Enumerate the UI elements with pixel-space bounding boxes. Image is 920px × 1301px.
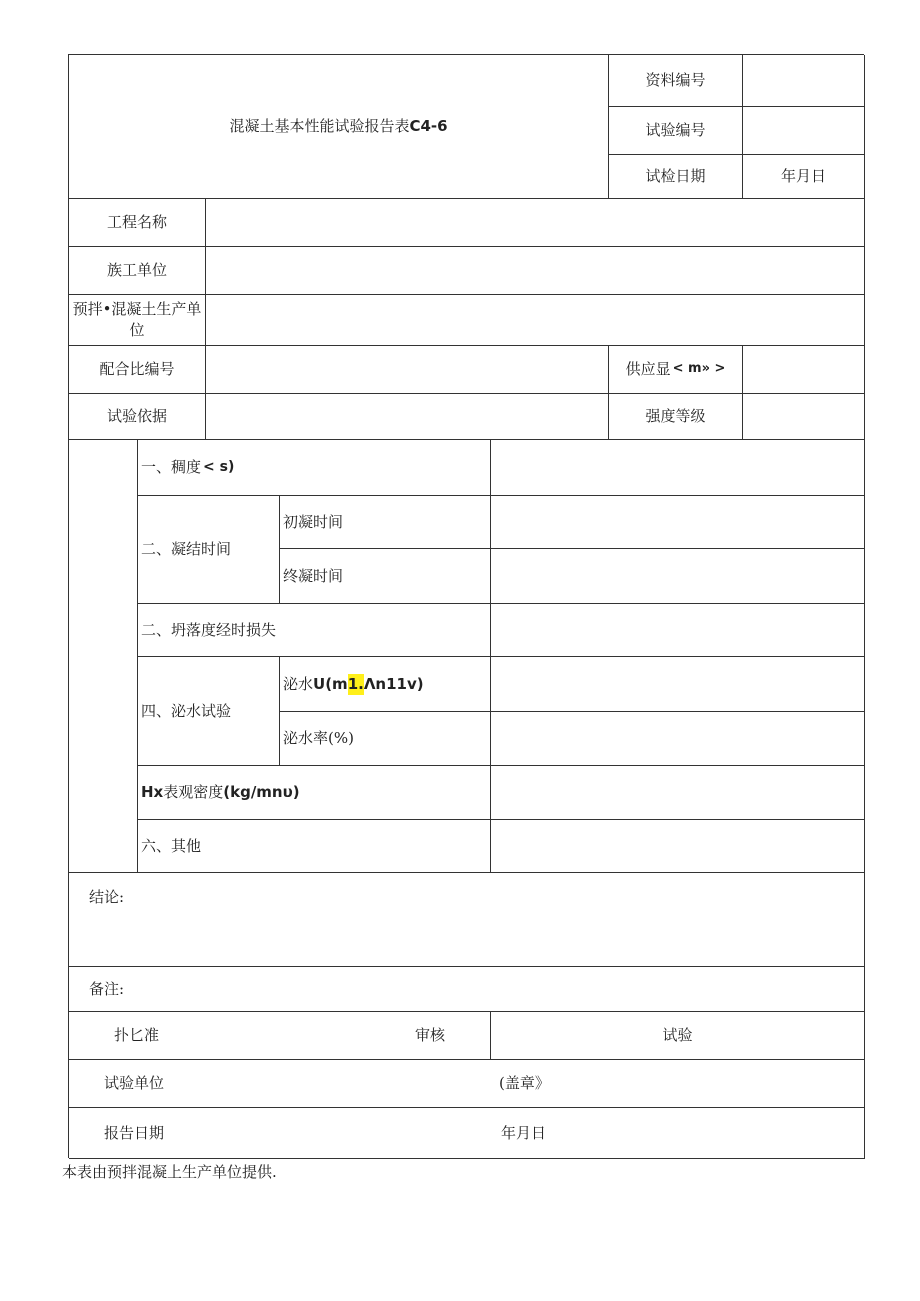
bleeding-rate-value[interactable] <box>491 712 865 766</box>
report-date-value: 年月日 <box>501 1123 547 1142</box>
initial-set-value[interactable] <box>491 496 865 549</box>
form-title-code: C4-6 <box>409 117 448 135</box>
density-unit: (kg/mnυ) <box>223 783 300 801</box>
density-label <box>138 766 491 820</box>
data-no-label: 资料编号 <box>609 55 743 107</box>
consistency-unit: < s) <box>203 458 235 475</box>
report-date-label: 报告日期 <box>104 1123 165 1142</box>
remark-label: 备注: <box>89 979 125 998</box>
initial-set-label: 初凝时间 <box>280 496 491 549</box>
final-set-label: 终凝时间 <box>280 549 491 604</box>
mix-no-label: 配合比编号 <box>69 346 206 394</box>
density-label-text: 表观密度 <box>163 783 224 801</box>
grade-label: 强度等级 <box>609 394 743 440</box>
tester-cell[interactable] <box>491 1012 865 1060</box>
bleeding-amount-prefix: 泌水 <box>283 674 314 693</box>
bleeding-amount-unit-c: Λn11v) <box>363 674 424 693</box>
test-unit-label: 试验单位 <box>104 1074 165 1092</box>
seal-label: (盖章》 <box>499 1074 550 1092</box>
construction-unit-label: 族工单位 <box>69 247 206 295</box>
bleeding-amount-value[interactable] <box>491 657 865 712</box>
project-name-field[interactable] <box>206 199 865 247</box>
test-date-field[interactable]: 年月日 <box>743 155 865 199</box>
approve-label: 扑匕准 <box>114 1026 160 1044</box>
form-title <box>69 55 609 199</box>
bleeding-rate-label: 泌水率(%) <box>280 712 491 766</box>
consistency-label-text: 一、稠度 <box>141 458 202 476</box>
producer-field[interactable] <box>206 295 865 346</box>
test-no-label: 试验编号 <box>609 107 743 155</box>
consistency-label <box>138 440 491 496</box>
supply-unit: < m» > <box>672 361 726 377</box>
consistency-value[interactable] <box>491 440 865 496</box>
test-unit-row[interactable] <box>69 1060 865 1108</box>
test-date-label: 试检日期 <box>609 155 743 199</box>
report-form <box>68 54 864 1158</box>
bleeding-amount-label <box>280 657 491 712</box>
construction-unit-field[interactable] <box>206 247 865 295</box>
producer-label: 预拌•混凝土生产单位 <box>69 295 206 346</box>
conclusion-label: 结论: <box>89 888 125 906</box>
supply-field[interactable] <box>743 346 865 394</box>
supply-label <box>609 346 743 394</box>
conclusion-box[interactable] <box>69 873 865 967</box>
approve-review-cell[interactable] <box>69 1012 491 1060</box>
project-name-label: 工程名称 <box>69 199 206 247</box>
slump-loss-label: 二、坍落度经时损失 <box>138 604 491 657</box>
other-value[interactable] <box>491 820 865 873</box>
report-date-row[interactable] <box>69 1108 865 1159</box>
footnote: 本表由预拌混凝上生产单位提供. <box>62 1163 277 1181</box>
density-value[interactable] <box>491 766 865 820</box>
density-prefix: Hx <box>141 783 164 801</box>
setting-time-label: 二、凝结时间 <box>138 496 280 604</box>
supply-label-text: 供应显 <box>625 360 671 378</box>
mix-no-field[interactable] <box>206 346 609 394</box>
bleeding-amount-unit-a: U(m <box>313 674 348 693</box>
basis-label: 试验依据 <box>69 394 206 440</box>
final-set-value[interactable] <box>491 549 865 604</box>
data-no-field[interactable] <box>743 55 865 107</box>
other-label: 六、其他 <box>138 820 491 873</box>
grade-field[interactable] <box>743 394 865 440</box>
remark-box[interactable] <box>69 967 865 1012</box>
test-label: 试验 <box>662 1026 693 1044</box>
test-no-field[interactable] <box>743 107 865 155</box>
review-label: 审核 <box>415 1026 446 1044</box>
basis-field[interactable] <box>206 394 609 440</box>
bleeding-amount-unit-b: 1. <box>347 674 364 693</box>
bleeding-test-label: 四、泌水试验 <box>138 657 280 766</box>
test-section-spacer <box>69 440 138 873</box>
slump-loss-value[interactable] <box>491 604 865 657</box>
form-title-text: 混凝土基本性能试验报告表 <box>229 117 410 135</box>
